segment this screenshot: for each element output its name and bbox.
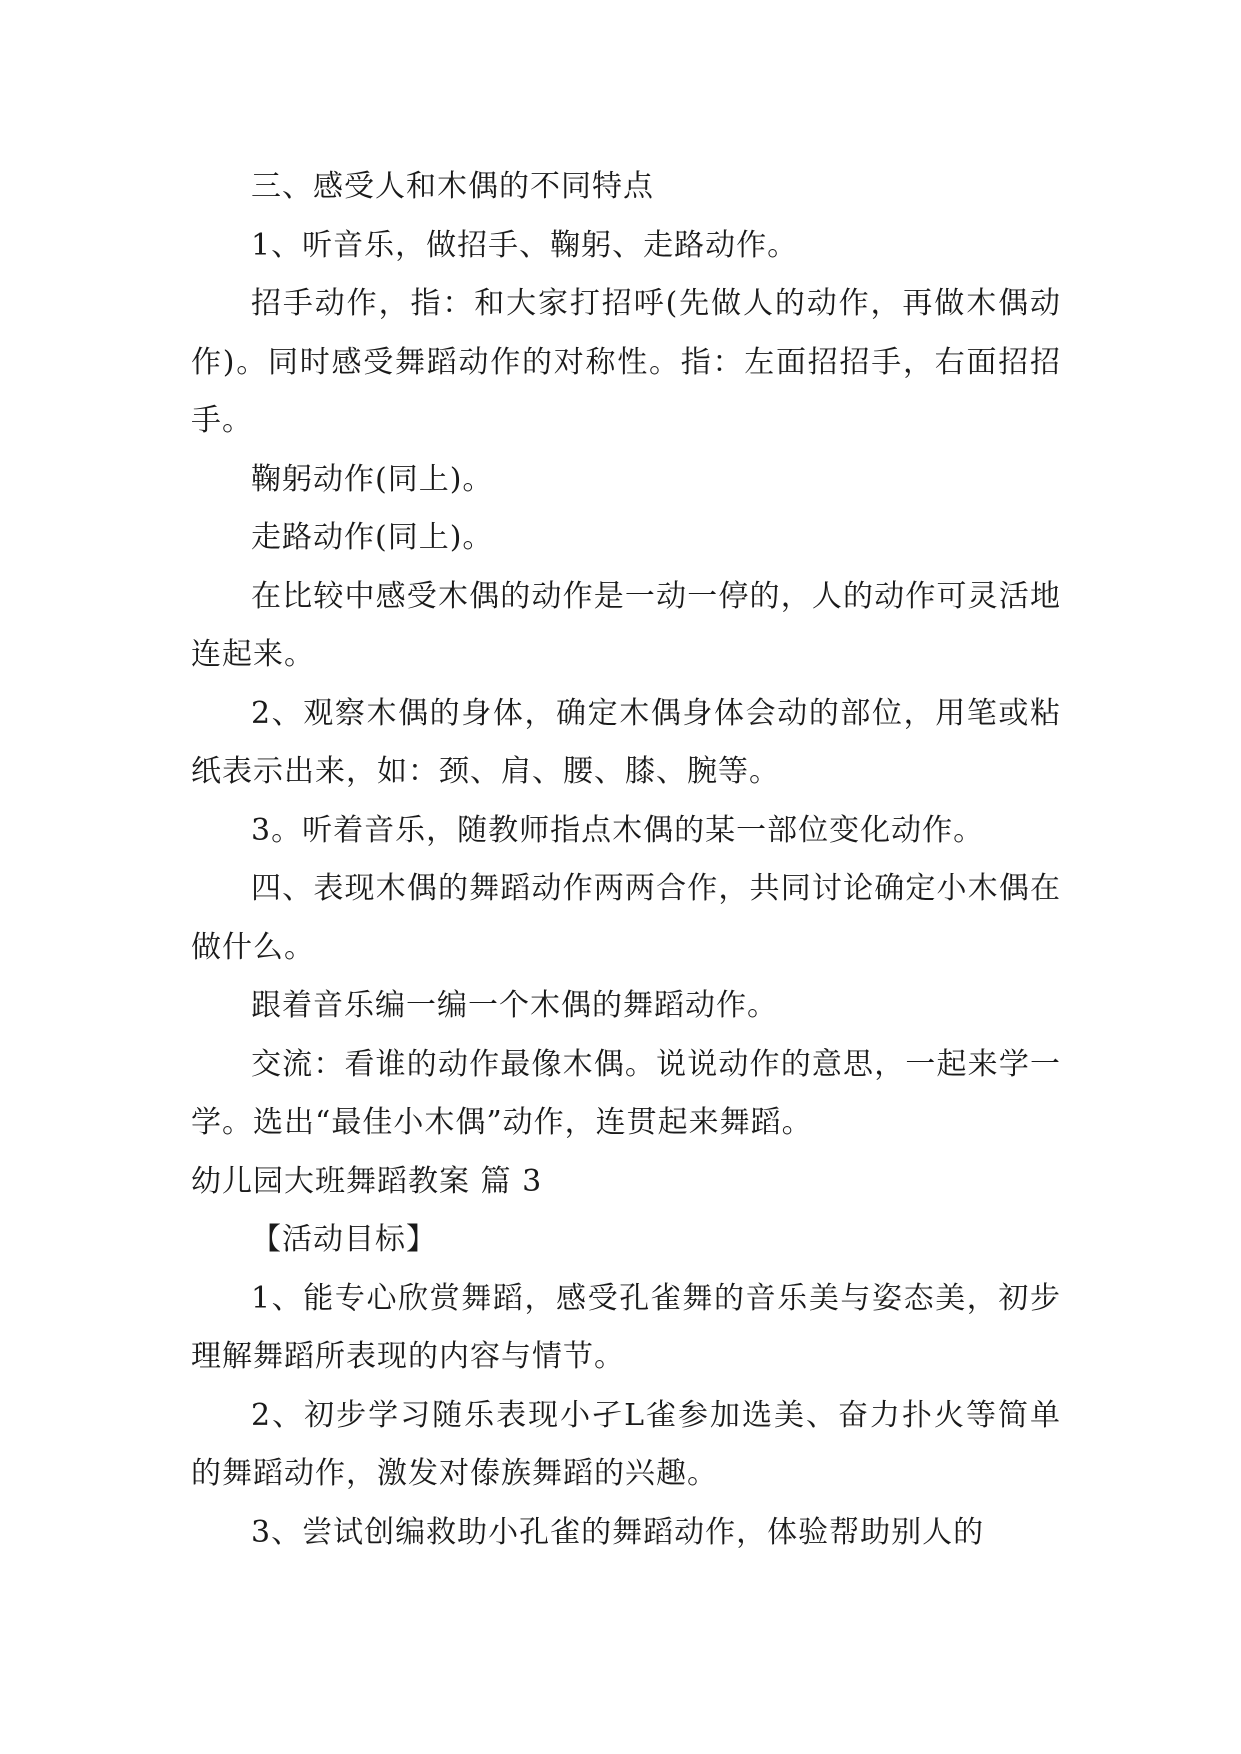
paragraph-step-2: 2、观察木偶的身体，确定木偶身体会动的部位，用笔或粘纸表示出来，如：颈、肩、腰、膝、腕等。 (191, 695, 1061, 789)
goal-1: 1、能专心欣赏舞蹈，感受孔雀舞的音乐美与姿态美，初步理解舞蹈所表现的内容与情节。 (191, 1280, 1061, 1374)
paragraph-exchange: 交流：看谁的动作最像木偶。说说动作的意思，一起来学一学。选出“最佳小木偶”动作，连贯起来舞蹈。 (191, 1046, 1061, 1140)
activity-goals-heading: 【活动目标】 (251, 1222, 437, 1257)
paragraph-bow-action: 鞠躬动作(同上)。 (251, 461, 494, 497)
paragraph-create-dance: 跟着音乐编一编一个木偶的舞蹈动作。 (251, 988, 778, 1023)
paragraph-section-three-heading: 三、感受人和木偶的不同特点 (251, 169, 654, 204)
paragraph-section-four: 四、表现木偶的舞蹈动作两两合作，共同讨论确定小木偶在做什么。 (191, 871, 1061, 965)
paragraph-step-3: 3。听着音乐，随教师指点木偶的某一部位变化动作。 (251, 812, 985, 848)
paragraph-step-1: 1、听音乐，做招手、鞠躬、走路动作。 (251, 227, 799, 263)
paragraph-compare: 在比较中感受木偶的动作是一动一停的，人的动作可灵活地连起来。 (191, 578, 1061, 672)
paragraph-walk-action: 走路动作(同上)。 (251, 520, 494, 555)
goal-2: 2、初步学习随乐表现小孑L雀参加选美、奋力扑火等简单的舞蹈动作，激发对傣族舞蹈的兴趣。 (191, 1397, 1061, 1491)
lesson-plan-title: 幼儿园大班舞蹈教案 篇 3 (191, 1163, 543, 1199)
goal-3: 3、尝试创编救助小孔雀的舞蹈动作，体验帮助别人的 (251, 1514, 985, 1550)
document-body (191, 158, 1061, 1562)
paragraph-wave-action: 招手动作，指：和大家打招呼(先做人的动作，再做木偶动作)。同时感受舞蹈动作的对称性。指：左面招招手，右面招招手。 (191, 286, 1061, 438)
